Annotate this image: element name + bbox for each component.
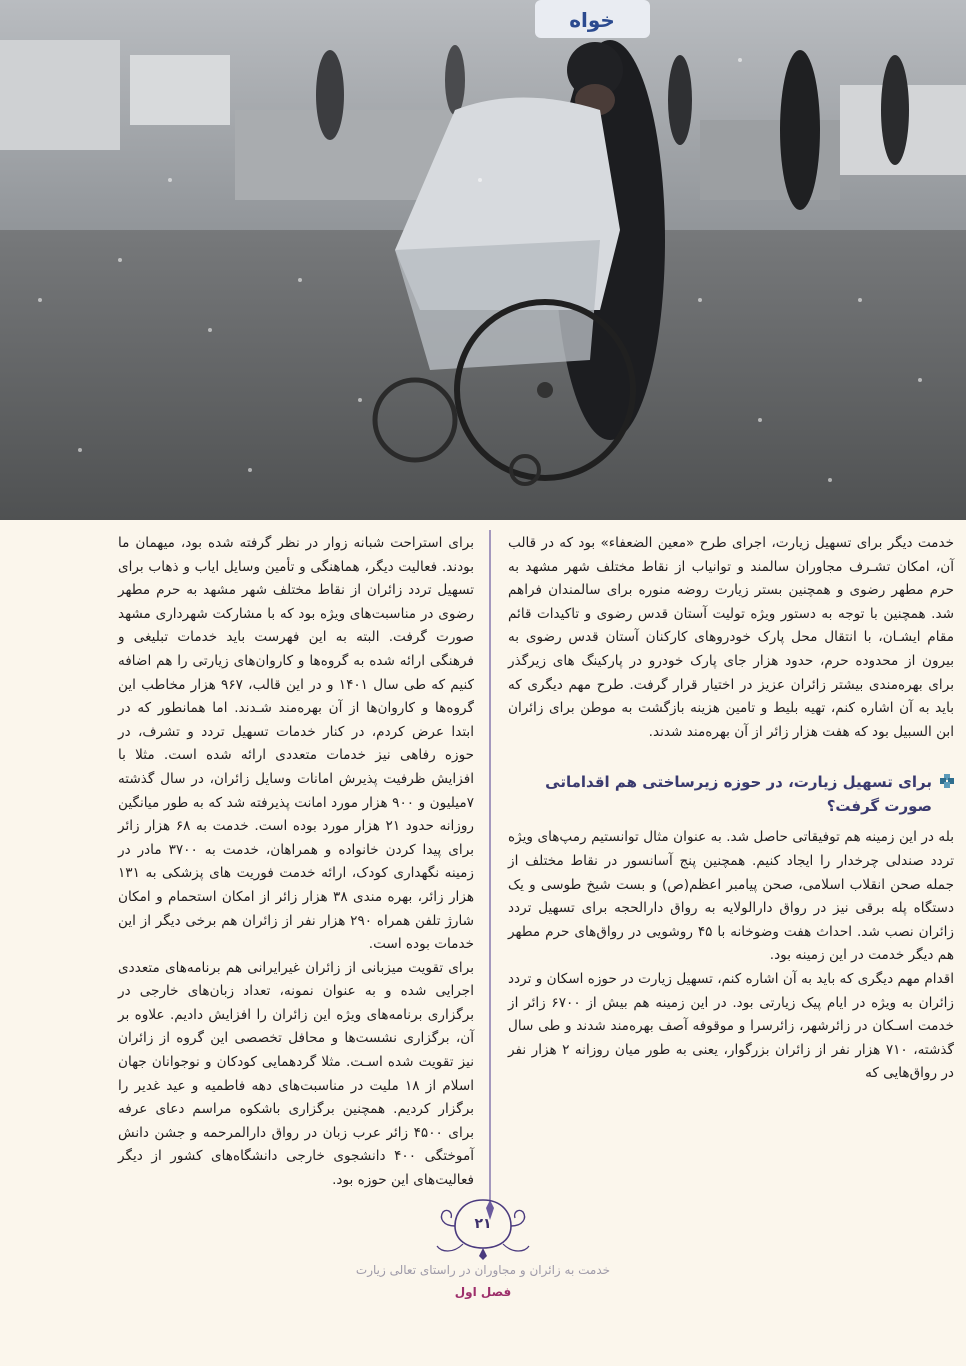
right-paragraph-2: بله در این زمینه هم توفیقاتی حاصل شد. به عنوان مثال توانستیم رمپ‌های ویژه تردد صندلی چرخدار را ایجاد کنیم. همچنین پنج آسانسور در نقاط مختلف از جمله صحن انقلاب اسلامی، صحن پیامبر اعظم(ص) و بست شیخ طوسی و یک دستگاه پله برقی نیز در رواق دارالولایه به رواق دارالحجه برای تسهیل تردد زائران نصب شد. احداث هفت وضوخانه با ۴۵ روشویی در رواق‌های حرم مطهر هم دیگر خدمت در این زمینه بود. [508, 829, 954, 964]
right-paragraph-3: اقدام مهم دیگری که باید به آن اشاره کنم، تسهیل زیارت در حوزه اسکان و تردد زائران به ویژه در ایام پیک زیارتی بود. در این زمینه هم بیش از ۶۷۰۰ زائر از خدمت اسـکان در زائرشهر، زائرسرا و موقوفه آصف بهره‌مند شدند و طی سال گذشته، ۷۱۰ هزار نفر از زائران بزرگوار، یعنی به طور میان روزانه ۲ هزار نفر در رواق‌هایی که [508, 970, 954, 1082]
left-paragraph-1: برای استراحت شبانه زوار در نظر گرفته شده بود، میهمان ما بودند. فعالیت دیگر، هماهنگی و تأمین وسایل ایاب و ذهاب برای تسهیل تردد زائران از نقاط مختلف شهر مشهد به حرم مطهر رضوی در مناسبت‌های ویژه بود که با مشارکت شهرداری مشهد صورت گرفت. البته به این فهرست باید خدمات تبلیغی و فرهنگی ارائه شده به گروه‌ها و کاروان‌های زیارتی را هم اضافه کنیم که طی سال ۱۴۰۱ و در این قالب، ۹۶۷ هزار مخاطب این گروه‌ها و کاروان‌ها از آن بهره‌مند شـدند. اما همانطور که در ابتدا عرض کردم، در کنار خدمات تسهیل تردد و تشرف، در حوزه رفاهی نیز خدمات متعددی ارائه شده است. مثلا با افزایش ظرفیت پذیرش امانات وسایل زائران، در سال گذشته ۷میلیون و ۹۰۰ هزار مورد امانت پذیرفته شد که به طور میانگین روزانه حدود ۲۱ هزار مورد بوده است. خدمت به ۶۸ هزار زائر برای پیدا کردن خانواده و همراهان، خدمت به ۳۷۰۰ مادر در زمینه نگهداری کودک، ارائه خدمت فوریت های پزشکی به ۱۳۱ هزار زائر، بهره مندی ۳۸ هزار زائر از امکان استحمام و امکان شارژ تلفن همراه ۲۹۰ هزار نفر از زائران هم برخی دیگر از این خدمات بوده است. [118, 535, 475, 953]
footer-subtitle: خدمت به زائران و مجاوران در راستای تعالی زیارت [355, 1263, 611, 1277]
section-heading [508, 770, 954, 818]
sign-text: خواه [569, 8, 615, 32]
column-divider [484, 530, 496, 1220]
section-heading-text: برای تسهیل زیارت، در حوزه زیرساختی هم اقداماتی صورت گرفت؟ [545, 773, 932, 816]
right-column [508, 532, 954, 1086]
diamond-bullet-icon [940, 774, 954, 788]
right-paragraph-1: خدمت دیگر برای تسهیل زیارت، اجرای طرح «معین الضعفاء» بود که در قالب آن، امکان تشـرف مجاوران سالمند و توانیاب از نقاط مختلف شهر مشهد به حرم مطهر رضوی و همچنین بستر زیارت روضه منوره برای سالمندان فراهم شد. همچنین با توجه به دستور ویژه تولیت آستان قدس رضوی و تاکیدات قائم مقام ایشـان، با انتقال محل پارک خودروهای کارکنان آستان قدس رضوی به بیرون از محدوده حرم، حدود هزار جای پارک خودرو در پارکینگ های زیرگذر برای بهره‌مندی بیشتر زائران عزیز در اختیار قرار گرفت. طرح مهم دیگری که باید به آن اشاره کنم، تهیه بلیط و تامین هزینه بازگشت به موطن برای زائران ابن السبیل بود که هفت هزار زائر از آن بهره‌مند شدند. [508, 535, 954, 740]
wheelchair-snow-photo-icon [0, 0, 966, 520]
page-number: ۲۱ [474, 1216, 492, 1232]
left-paragraph-2: برای تقویت میزبانی از زائران غیرایرانی هم برنامه‌های متعددی اجرایی شده و به عنوان نمونه، تعداد زبان‌های خارجی در برگزاری برنامه‌های ویژه این زائران را افزایش دادیم. علاوه بر آن، برگزاری نشست‌ها و محافل تخصصی این گروه از زائران نیز تقویت شده اسـت. مثلا گردهمایی کودکان و نوجوانان جهان اسلام از ۱۸ ملیت در مناسبت‌های دهه فاطمیه و عید غدیر را برگزار کردیم. همچنین برگزاری باشکوه مراسم دعای عرفه برای ۴۵۰۰ زائر عرب زبان در رواق دارالمرحمه و جشن دانش آموختگی ۴۰۰ دانشجوی خارجی دانشگاه‌های کشور از دیگر فعالیت‌های این حوزه بود. [118, 959, 475, 1189]
left-column [118, 532, 474, 1193]
footer-chapter: فصل اول [454, 1285, 512, 1299]
header-photo [0, 0, 966, 520]
